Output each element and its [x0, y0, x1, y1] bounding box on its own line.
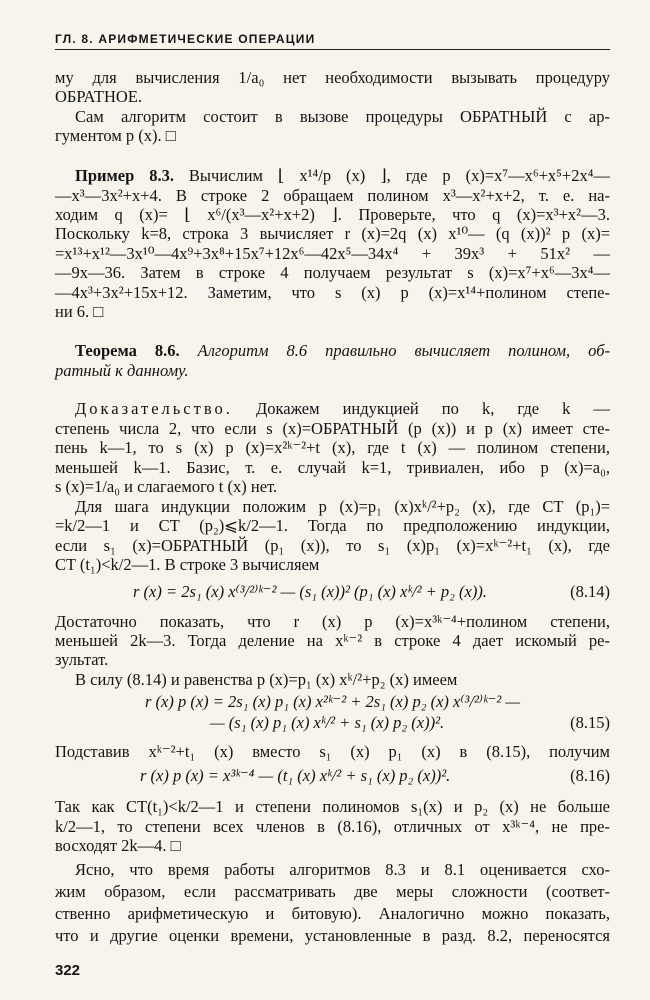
- text-line: степень числа 2, что если s (x)=ОБРАТНЫЙ (p (x)) и p (x) имеет сте-: [55, 418, 610, 438]
- text-line: s (x)=1/a₀ и слагаемого t (x) нет.: [55, 477, 278, 497]
- equation-8-15-line-2: — (s₁ (x) p₁ (x) xᵏ/² + s₁ (x) p₂ (x))².: [210, 713, 445, 733]
- text-line: меньшей k—1. Базис, т. е. случай k=1, тривиален, ибо p (x)=a₀,: [55, 457, 610, 477]
- text-line: =x¹³+x¹²—3x¹⁰—4x⁹+3x⁸+15x⁷+12x⁶—42x⁵—34x⁴ + 39x³ + 51x² —: [55, 243, 610, 263]
- equation-number: (8.16): [570, 766, 610, 786]
- text-line: зультат.: [55, 650, 109, 670]
- theorem-first-line: [75, 341, 610, 361]
- text-line: k/2—1, то степени всех членов в (8.16), отличных от x³ᵏ⁻⁴, не пре-: [55, 816, 610, 836]
- text-line: В силу (8.14) и равенства p (x)=p₁ (x) xᵏ/²+p₂ (x) имеем: [75, 669, 458, 689]
- text-line: ратный к данному.: [55, 360, 189, 380]
- theorem-text: Алгоритм 8.6 правильно вычисляет полином, об-: [197, 341, 610, 361]
- text-line: Для шага индукции положим p (x)=p₁ (x)xᵏ/²+p₂ (x), где CT (p₁)=: [75, 496, 610, 516]
- text-line: Так как CT(t₁)<k/2—1 и степени полиномов s₁(x) и p₂ (x) не больше: [55, 797, 610, 817]
- example-first-line: [75, 166, 610, 186]
- proof-text: Докажем индукцией по k, где k —: [255, 399, 610, 419]
- theorem-heading: Теорема 8.6.: [75, 341, 180, 361]
- page-number: 322: [55, 962, 81, 979]
- text-line: —9x—36. Затем в строке 4 получаем результат s (x)=x⁷+x⁶—3x⁴—: [55, 263, 610, 283]
- equation-number: (8.15): [570, 713, 610, 733]
- text-line: Подставив xᵏ⁻²+t₁ (x) вместо s₁ (x) p₁ (x) в (8.15), получим: [55, 742, 610, 762]
- text-line: Ясно, что время работы алгоритмов 8.3 и 8.1 оценивается схо-: [75, 860, 610, 879]
- example-heading: Пример 8.3.: [75, 166, 174, 186]
- text-line: гументом p (x). □: [55, 126, 176, 146]
- proof-heading: Доказательство.: [75, 399, 233, 419]
- text-line: ОБРАТНОЕ.: [55, 87, 143, 107]
- equation-8-14: r (x) = 2s₁ (x) x⁽³/²⁾ᵏ⁻² — (s₁ (x))² (p₁ (x) xᵏ/² + p₂ (x)).: [133, 582, 487, 602]
- running-head: ГЛ. 8. АРИФМЕТИЧЕСКИЕ ОПЕРАЦИИ: [55, 32, 610, 50]
- text-line: му для вычисления 1/a₀ нет необходимости вызывать процедуру: [55, 68, 610, 87]
- text-line: ходим q (x)= ⌊ x⁶/(x³—x²+x+2) ⌋. Проверьте, что q (x)=x³+x²—3.: [55, 205, 610, 224]
- text-line: меньшей 2k—3. Тогда деление на xᵏ⁻² в строке 4 дает искомый ре-: [55, 631, 610, 650]
- text-line: если s₁ (x)=ОБРАТНЫЙ (p₁ (x)), то s₁ (x)p₁ (x)=xᵏ⁻²+t₁ (x), где: [55, 535, 610, 555]
- text-line: =k/2—1 и CT (p₂)⩽k/2—1. Тогда по предположению индукции,: [55, 516, 610, 536]
- text-line: ни 6. □: [55, 302, 104, 322]
- text-line: что и другие оценки времени, установленные в разд. 8.2, переносятся: [55, 926, 610, 945]
- text-line: CT (t₁)<k/2—1. В строке 3 вычисляем: [55, 555, 320, 574]
- text-line: Достаточно показать, что r (x) p (x)=x³ᵏ⁻⁴+полином степени,: [55, 611, 610, 631]
- text-line: Поскольку k=8, строка 3 вычисляет r (x)=2q (x) x¹⁰— (q (x))² p (x)=: [55, 224, 610, 244]
- equation-8-16: r (x) p (x) = x³ᵏ⁻⁴ — (t₁ (x) xᵏ/² + s₁ (x) p₂ (x))².: [140, 766, 451, 786]
- text-line: —4x³+3x²+15x+12. Заметим, что s (x) p (x)=x¹⁴+полином степе-: [55, 282, 610, 302]
- example-text: Вычислим ⌊ x¹⁴/p (x) ⌋, где p (x)=x⁷—x⁶+x⁵+2x⁴—: [188, 166, 610, 186]
- text-line: Сам алгоритм состоит в вызове процедуры ОБРАТНЫЙ с ар-: [75, 106, 610, 126]
- equation-number: (8.14): [570, 582, 610, 602]
- text-line: восходят 2k—4. □: [55, 836, 181, 855]
- text-line: жим образом, если рассматривать две меры сложности (соответ-: [55, 882, 610, 901]
- text-line: ственно арифметическую и битовую). Аналогично можно показать,: [55, 904, 610, 923]
- equation-8-15-line-1: r (x) p (x) = 2s₁ (x) p₁ (x) x²ᵏ⁻² + 2s₁ (x) p₂ (x) x⁽³/²⁾ᵏ⁻² —: [145, 691, 521, 711]
- text-line: —x³—3x²+x+4. В строке 2 обращаем полином x³—x²+x+2, т. е. на-: [55, 185, 610, 205]
- text-line: пень k—1, то s (x) p (x)=x²ᵏ⁻²+t (x), где t (x) — полином степени,: [55, 438, 610, 458]
- proof-first-line: [75, 399, 610, 419]
